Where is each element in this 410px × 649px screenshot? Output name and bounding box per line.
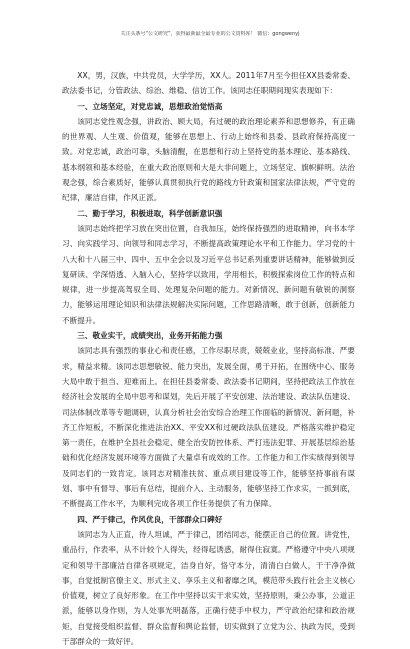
section-4-paragraph: 该同志为人正直，待人坦诚，严于律己，团结同志，能摆正自己的位置。讲党性，重品行，作表率，从不计较个人得失，经得起诱惑，耐得住寂寞。严格遵守中央八项规定和领导干部廉洁自律各项规定，洁身自好，恪守本分，清清白白做人，干干净净做事，自觉抵制官僚主义、形式主义、享乐主义和奢靡之风，模范带头践行社会主义核心价值观，树立了良好形象。在工作中坚持以实干求实效，坚持原则，秉公办事，公道正派，能够以身作则，为人处事光明磊落，正确行使手中权力，严守政治纪律和政治规矩，自觉接受组织监督、群众监督和舆论监督，切实做到了立党为公、执政为民，受到干部群众的一致好评。 [62,529,355,646]
section-heading-3: 三、敬业实干，成绩突出，业务开拓能力强 [77,331,223,341]
section-heading-2: 二、勤于学习，积极进取，科学创新意识强 [77,208,223,218]
intro-paragraph: XX，男，汉族，中共党员，大学学历，XX人。2011年7月至今担任XX县委常委、政法委书记，分管政法、综治、维稳、信访工作。该同志任职期间现实表现如下： [62,71,355,96]
document-body [62,68,355,649]
header-note: 关注头条号“公文研究”，获得最新最全最专业的公文资料库！ 微信：gongwenyj [120,31,300,37]
section-1-paragraph: 该同志党性观念强，讲政治、顾大局，有过硬的政治理论素养和思想修养，有正确的世界观、人生观、价值观，能够在思想上、行动上始终和县委、县政府保持高度一致。对党忠诚，政治可靠，头脑清醒，在思想和行动上坚持党的基本理论、基本路线、基本纲领和基本经验，在重大政治原则和大是大非问题上，立场坚定、旗帜鲜明。法治观念强，综合素质好，能够认真贯彻执行党的路线方针政策和国家法律法规，严守党的纪律，廉洁自律，作风正派。 [62,116,355,203]
section-2-paragraph: 该同志始终把学习放在突出位置，自我加压，始终保持强烈的进取精神，向书本学习、向实践学习、向领导和同志学习，不断提高政策理论水平和工作能力。学习党的十八大和十八届三中、四中、五中全会以及习近平总书记系列重要讲话精神，能够做到反复研读、学深悟透、入脑入心，坚持学以致用，学用相长，积极探索岗位工作的特点和规律，进一步提高驾驭全局、处理复杂问题的能力。对新情况、新问题有敏锐的洞察力，能够运用理论知识和法律法规解决实际问题，工作思路清晰，敢于创新，创新能力不断提升。 [62,223,355,325]
section-heading-4: 四、严于律己，作风优良，干部群众口碑好 [77,514,223,524]
section-3-paragraph: 该同志具有强烈的事业心和责任感，工作尽职尽责，兢兢业业，坚持高标准、严要求，精益求精。该同志思想敏锐、能力突出，发展全面，勇于开拓，在围绕中心、服务大局中敢于担当、迎难而上。在担任县委常委、政法委书记期间，坚持把政法工作放在经济社会发展的全局中思考和谋划，先后开展了平安创建、法治建设、政法队伍建设、司法体制改革等专题调研，认真分析社会治安综合治理工作面临的新情况、新问题，补齐工作短板，不断深化推进法治XX、平安XX和过硬政法队伍建设。严格落实维护稳定第一责任，在维护全县社会稳定、健全治安防控体系、严打违法犯罪、开展基层综治基础和优化经济发展环境等方面做了大量卓有成效的工作。工作能力和工作实绩得到领导及同志们的一致肯定。该同志对精准扶贫、重点项目建设等工作，能够坚持事前有谋划、事中有督导、事后有总结，提前介入、主动服务，能够坚持工作求实，一抓到底，不断提高工作水平，为顺利完成各项工作任务提供了有力保障。 [62,346,355,509]
section-heading-1: 一、立场坚定，对党忠诚，思想政治觉悟高 [77,101,223,111]
